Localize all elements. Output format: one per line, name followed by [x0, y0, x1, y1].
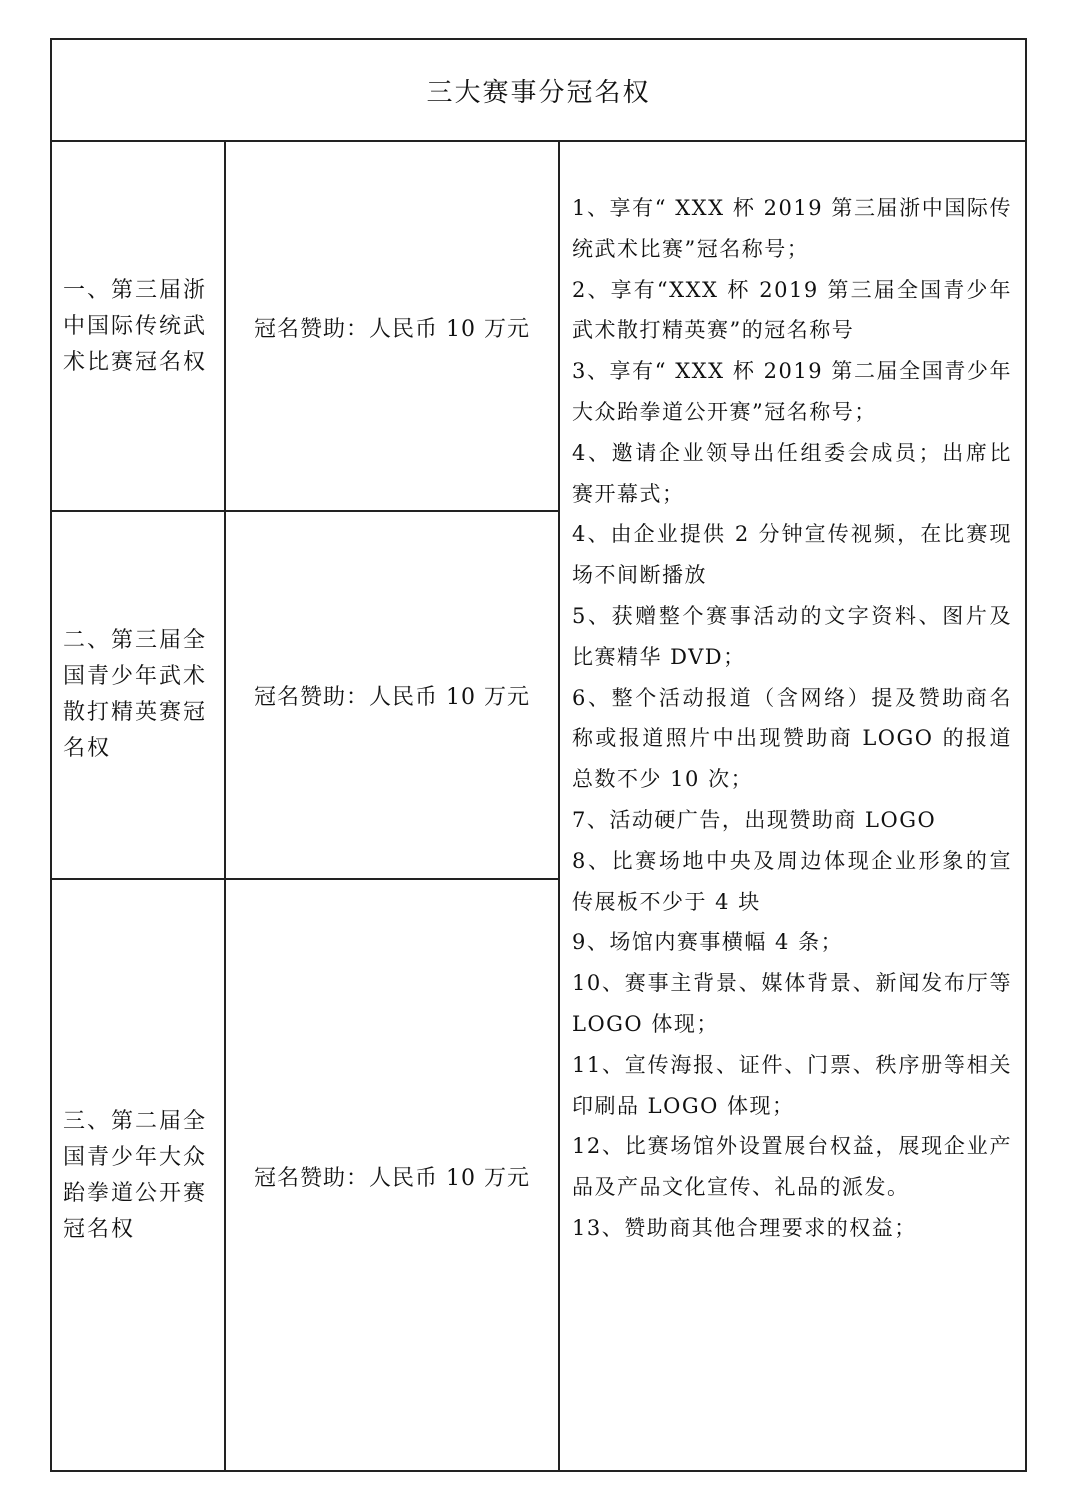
sponsorship-table	[50, 38, 1027, 1472]
event-price: 冠名赞助：人民币 10 万元	[254, 684, 530, 710]
benefit-item: 4、邀请企业领导出任组委会成员；出席比赛开幕式；	[572, 440, 1012, 506]
event-name: 二、第三届全国青少年武术散打精英赛冠名权	[63, 628, 208, 761]
benefit-item: 4、由企业提供 2 分钟宣传视频，在比赛现场不间断播放	[572, 522, 1012, 588]
table-title: 三大赛事分冠名权	[426, 77, 651, 108]
benefit-item: 8、比赛场地中央及周边体现企业形象的宣传展板不少于 4 块	[572, 848, 1012, 914]
table-title-row	[52, 40, 1025, 142]
event-price-cell-3	[226, 880, 558, 1472]
column-divider-2	[558, 142, 560, 1472]
event-name-cell-1	[52, 144, 224, 510]
benefit-item: 10、赛事主背景、媒体背景、新闻发布厅等 LOGO 体现；	[572, 971, 1012, 1036]
benefit-item: 1、享有“ XXX 杯 2019 第三届浙中国际传统武术比赛”冠名称号；	[572, 196, 1012, 261]
benefit-item: 2、享有“XXX 杯 2019 第三届全国青少年武术散打精英赛”的冠名称号	[572, 277, 1012, 343]
event-price: 冠名赞助：人民币 10 万元	[254, 316, 530, 342]
event-name: 一、第三届浙中国际传统武术比赛冠名权	[63, 278, 208, 375]
event-name-cell-3	[52, 880, 224, 1472]
benefit-item: 6、整个活动报道（含网络）提及赞助商名称或报道照片中出现赞助商 LOGO 的报道总数不少 10 次；	[572, 685, 1012, 792]
event-price-cell-1	[226, 144, 558, 510]
event-price: 冠名赞助：人民币 10 万元	[254, 1165, 530, 1191]
event-price-cell-2	[226, 512, 558, 878]
benefits-list	[572, 188, 1012, 1249]
benefit-item: 12、比赛场馆外设置展台权益，展现企业产品及产品文化宣传、礼品的派发。	[572, 1134, 1012, 1200]
event-name: 三、第二届全国青少年大众跆拳道公开赛冠名权	[63, 1109, 208, 1242]
benefit-item: 11、宣传海报、证件、门票、秩序册等相关印刷品 LOGO 体现；	[572, 1052, 1012, 1118]
benefit-item: 5、获赠整个赛事活动的文字资料、图片及比赛精华 DVD；	[572, 603, 1012, 669]
benefit-item: 13、赞助商其他合理要求的权益；	[572, 1215, 917, 1240]
benefit-item: 7、活动硬广告，出现赞助商 LOGO	[572, 807, 937, 832]
benefit-item: 3、享有“ XXX 杯 2019 第二届全国青少年大众跆拳道公开赛”冠名称号；	[572, 359, 1012, 424]
benefit-item: 9、场馆内赛事横幅 4 条；	[572, 930, 844, 955]
event-name-cell-2	[52, 512, 224, 878]
